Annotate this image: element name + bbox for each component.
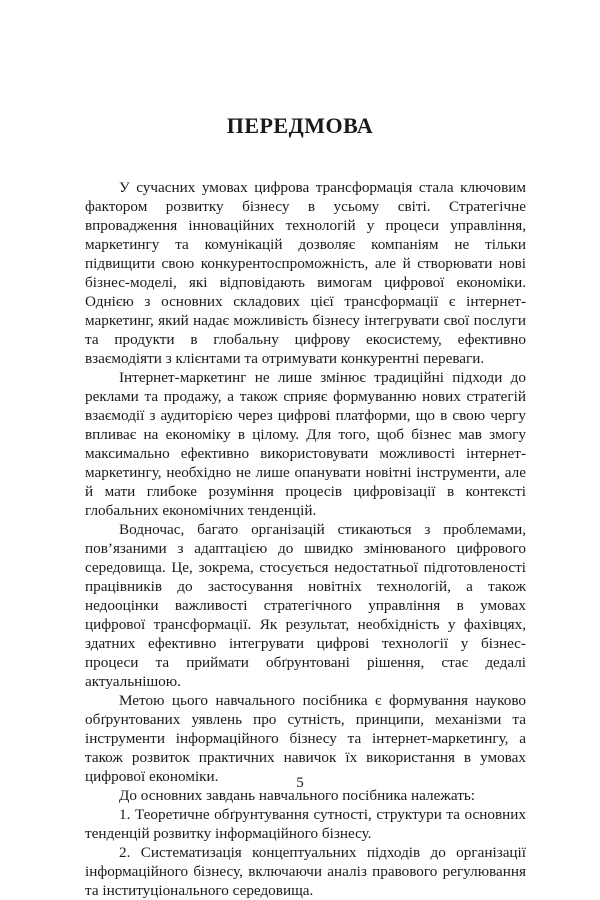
- list-item-task-1: 1. Теоретичне обґрунтування сутності, структури та основних тенденцій розвитку інформаційного бізнесу.: [85, 806, 526, 842]
- page-number: 5: [296, 775, 304, 791]
- paragraph-internet-marketing: Інтернет-маркетинг не лише змінює традиційні підходи до реклами та продажу, а також сприяє формуванню нових стратегій взаємодії з аудиторією через цифрові платформи, що в свою чергу впливає на економіку в цілому. Для того, щоб бізнес мав змогу максимально ефективно використовувати можливості інтернет-маркетингу, необхідно не лише опанувати новітні інструменти, але й мати глибоке розуміння процесів цифровізації в контексті глобальних економічних тенденцій.: [85, 369, 526, 519]
- paragraph-problems: Водночас, багато організацій стикаються з проблемами, пов’язаними з адаптацією до швидко змінюваного цифрового середовища. Це, зокрема, стосується недостатньої підготовленості працівників до застосування новітніх технологій, а також недооцінки важливості стратегічного управління в умовах цифрової трансформації. Як результат, необхідність у фахівцях, здатних ефективно інтегрувати цифрові технології у бізнес-процеси та приймати обґрунтовані рішення, стає дедалі актуальнішою.: [85, 521, 526, 690]
- paragraph-intro: У сучасних умовах цифрова трансформація стала ключовим фактором розвитку бізнесу в усьому світі. Стратегічне впровадження інноваційних технологій у процеси управління, маркетингу та комунікацій дозволяє компаніям не тільки підвищити свою конкурентоспроможність, але й створювати нові бізнес-моделі, які відповідають вимогам цифрової економіки. Однією з основних складових цієї трансформації є інтернет-маркетинг, який надає можливість бізнесу інтегрувати свої послуги та продукти в глобальну цифрову екосистему, ефективно взаємодіяти з клієнтами та отримувати конкурентні переваги.: [85, 179, 526, 367]
- paragraph-tasks-intro: До основних завдань навчального посібника належать:: [119, 787, 475, 804]
- page-title: ПЕРЕДМОВА: [226, 113, 374, 138]
- list-item-task-2: 2. Систематизація концептуальних підходів до організації інформаційного бізнесу, включаючи аналіз правового регулювання та інституціонального середовища.: [85, 844, 526, 899]
- paragraph-goal: Метою цього навчального посібника є формування науково обґрунтованих уявлень про сутність, принципи, механізми та інструменти інформаційного бізнесу та інтернет-маркетингу, а також розвиток практичних навичок їх використання в умовах цифрової економіки.: [85, 692, 526, 785]
